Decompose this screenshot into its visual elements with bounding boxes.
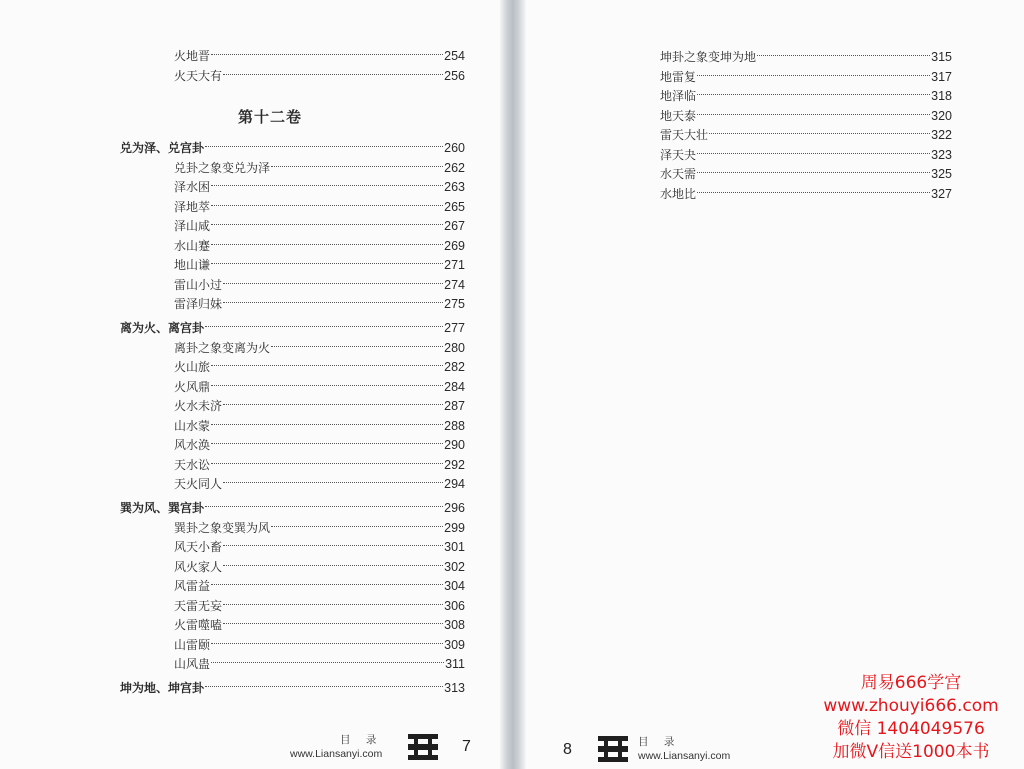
toc-entry-page: 325 xyxy=(931,167,952,181)
dot-leader xyxy=(223,55,443,75)
dot-leader xyxy=(697,173,930,193)
toc-entry-title: 泽地萃 xyxy=(174,199,211,214)
toc-entry-page: 271 xyxy=(444,258,465,272)
toc-entry-title: 火风鼎 xyxy=(174,379,211,394)
dot-leader xyxy=(211,225,443,245)
dot-leader xyxy=(211,366,443,386)
dot-leader xyxy=(697,56,930,76)
dot-leader xyxy=(757,36,930,56)
toc-entry-title: 山水蒙 xyxy=(174,418,211,433)
dot-leader xyxy=(205,127,443,147)
toc-entry-title: 风水涣 xyxy=(174,438,211,452)
dot-leader xyxy=(205,487,443,507)
right-footer-url: www.Liansanyi.com xyxy=(638,750,731,762)
toc-entry xyxy=(174,288,465,311)
toc-entry-page: 262 xyxy=(444,160,465,175)
toc-entry-title: 火天大有 xyxy=(174,68,223,83)
dot-leader xyxy=(271,507,443,527)
toc-entry-title: 地山谦 xyxy=(174,258,211,272)
toc-entry-title: 风雷益 xyxy=(174,579,211,593)
toc-entry-title: 离卦之象变离为火 xyxy=(174,340,271,355)
dot-leader xyxy=(211,565,443,585)
toc-entry-title: 雷天大壮 xyxy=(660,128,709,142)
toc-entry-title: 雷泽归妹 xyxy=(174,297,223,311)
book-spine xyxy=(500,0,526,769)
toc-entry-title: 火雷噬嗑 xyxy=(174,618,223,632)
toc-entry-page: 317 xyxy=(931,69,952,84)
dot-leader xyxy=(211,346,443,366)
dot-leader xyxy=(697,153,930,173)
dot-leader xyxy=(271,327,443,347)
dot-leader xyxy=(211,444,443,464)
toc-entry-title: 风火家人 xyxy=(174,559,223,574)
dot-leader xyxy=(709,114,930,134)
book-grid-icon xyxy=(408,733,438,761)
toc-entry-page: 309 xyxy=(444,637,465,652)
volume-title: 第十二卷 xyxy=(237,108,302,126)
watermark-line: 周易666学宫 xyxy=(860,673,962,693)
dot-leader xyxy=(223,264,443,284)
toc-entry-title: 坤卦之象变坤为地 xyxy=(660,50,757,64)
dot-leader xyxy=(223,463,443,483)
toc-entry-title: 风天小畜 xyxy=(174,540,223,554)
toc-entry-title: 兑卦之象变兑为泽 xyxy=(174,160,271,175)
toc-entry-title: 泽天夬 xyxy=(660,147,697,162)
toc-section-heading-page: 313 xyxy=(444,681,465,695)
left-page xyxy=(0,0,500,769)
toc-entry-page: 284 xyxy=(444,379,465,394)
dot-leader xyxy=(211,624,443,644)
toc-entry-page: 267 xyxy=(444,219,465,233)
toc-entry-title: 泽水困 xyxy=(174,180,211,194)
toc-section-heading-title: 兑为泽、兑宫卦 xyxy=(120,141,205,155)
right-page xyxy=(526,0,1024,769)
toc-entry-page: 263 xyxy=(444,180,465,194)
dot-leader xyxy=(223,526,443,546)
dot-leader xyxy=(211,244,443,264)
toc-entry-page: 294 xyxy=(444,477,465,491)
toc-entry-title: 水天需 xyxy=(660,167,697,181)
dot-leader xyxy=(223,604,443,624)
toc-entry-title: 火地晋 xyxy=(174,49,211,63)
dot-leader xyxy=(697,75,930,95)
toc-entry-title: 山雷颐 xyxy=(174,637,211,652)
toc-entry-title: 火山旅 xyxy=(174,360,211,374)
toc-entry-title: 火水未济 xyxy=(174,399,223,413)
toc-entry-page: 322 xyxy=(931,128,952,142)
watermark-line: www.zhouyi666.com xyxy=(823,696,999,716)
toc-section-heading-page: 296 xyxy=(444,501,465,515)
book-grid-icon xyxy=(598,735,628,763)
toc-entry-title: 天雷无妄 xyxy=(174,598,223,613)
toc-entry-page: 311 xyxy=(445,657,465,671)
toc-entry xyxy=(174,648,465,671)
toc-entry-title: 天水讼 xyxy=(174,457,211,472)
toc-entry-page: 265 xyxy=(444,199,465,214)
toc-entry-page: 254 xyxy=(444,49,465,63)
toc-section-heading-page: 277 xyxy=(444,321,465,335)
toc-entry-title: 天火同人 xyxy=(174,477,223,491)
dot-leader xyxy=(223,283,443,303)
toc-entry-page: 256 xyxy=(444,68,465,83)
toc-entry-page: 304 xyxy=(444,579,465,593)
toc-entry-page: 318 xyxy=(931,89,952,103)
left-page-number: 7 xyxy=(462,738,471,755)
toc-entry-title: 水山蹇 xyxy=(174,238,211,253)
toc-entry-title: 山风蛊 xyxy=(174,657,211,671)
toc-entry-page: 269 xyxy=(444,238,465,253)
dot-leader xyxy=(211,35,443,55)
toc-entry-page: 288 xyxy=(444,418,465,433)
toc-entry-page: 302 xyxy=(444,559,465,574)
dot-leader xyxy=(205,307,443,327)
right-page-number: 8 xyxy=(563,741,572,758)
toc-section-heading-page: 260 xyxy=(444,141,465,155)
dot-leader xyxy=(211,405,443,425)
toc-entry-page: 320 xyxy=(931,108,952,123)
dot-leader xyxy=(211,643,444,663)
toc-entry-title: 地雷复 xyxy=(660,69,697,84)
toc-section-heading-title: 坤为地、坤宫卦 xyxy=(120,681,205,695)
toc-entry-page: 280 xyxy=(444,340,465,355)
toc-section-heading-title: 巽为风、巽宫卦 xyxy=(120,501,205,515)
dot-leader xyxy=(697,134,930,154)
toc-entry-title: 地泽临 xyxy=(660,89,697,103)
toc-section-heading xyxy=(120,672,465,695)
dot-leader xyxy=(271,147,443,167)
toc-entry-title: 水地比 xyxy=(660,186,697,201)
right-footer-label: 目 录 xyxy=(638,736,681,748)
toc-section-heading-title: 离为火、离宫卦 xyxy=(120,321,205,335)
dot-leader xyxy=(211,186,443,206)
toc-entry-title: 雷山小过 xyxy=(174,277,223,292)
toc-entry xyxy=(174,60,465,83)
toc-entry-page: 301 xyxy=(444,540,465,554)
toc-entry-page: 275 xyxy=(444,297,465,311)
toc-entry xyxy=(660,178,952,201)
watermark-line: 加微V信送1000本书 xyxy=(832,742,990,762)
toc-entry-page: 323 xyxy=(931,147,952,162)
dot-leader xyxy=(223,585,443,605)
toc-entry-page: 287 xyxy=(444,399,465,413)
dot-leader xyxy=(223,385,443,405)
left-footer-label: 目 录 xyxy=(340,734,383,746)
left-footer-url: www.Liansanyi.com xyxy=(290,748,383,760)
toc-entry-title: 泽山咸 xyxy=(174,219,211,233)
dot-leader xyxy=(223,546,443,566)
dot-leader xyxy=(205,667,443,687)
toc-entry-page: 299 xyxy=(444,520,465,535)
toc-entry-page: 308 xyxy=(444,618,465,632)
dot-leader xyxy=(211,424,443,444)
toc-entry-title: 巽卦之象变巽为风 xyxy=(174,520,271,535)
toc-entry-page: 292 xyxy=(444,457,465,472)
dot-leader xyxy=(697,95,930,115)
watermark-line: 微信 1404049576 xyxy=(837,719,985,739)
toc-entry-page: 290 xyxy=(444,438,465,452)
toc-entry xyxy=(174,468,465,491)
toc-entry-page: 306 xyxy=(444,598,465,613)
toc-entry-page: 327 xyxy=(931,186,952,201)
toc-entry-page: 282 xyxy=(444,360,465,374)
watermark xyxy=(806,672,1016,764)
toc-entry-page: 274 xyxy=(444,277,465,292)
dot-leader xyxy=(211,205,443,225)
toc-entry-title: 地天泰 xyxy=(660,108,697,123)
toc-entry-page: 315 xyxy=(931,50,952,64)
dot-leader xyxy=(211,166,443,186)
